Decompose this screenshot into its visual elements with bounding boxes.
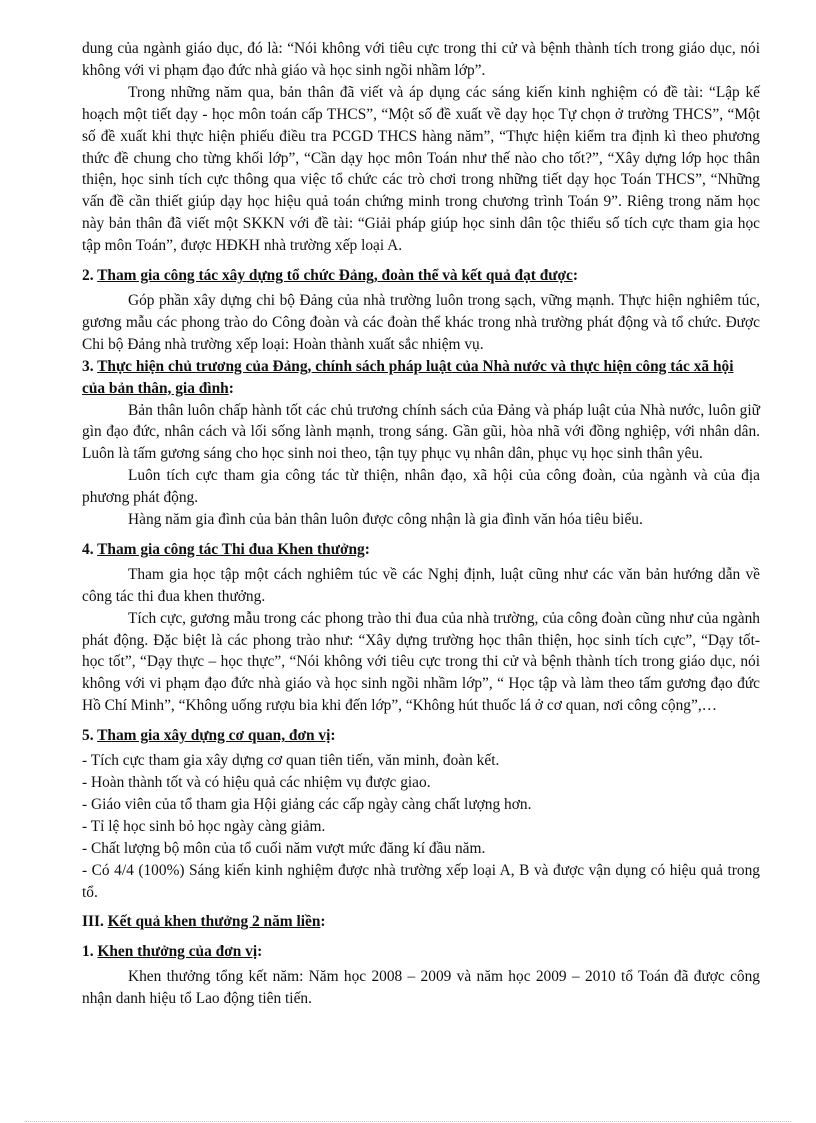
continuation-paragraph: dung của ngành giáo dục, đó là: “Nói không với tiêu cực trong thi cử và bệnh thành tích trong giáo dục, nói không với vi phạm đạo đức nhà giáo và học sinh ngồi nhầm lớp”. — [82, 40, 760, 79]
section-4-title: Tham gia công tác Thi đua Khen thưởng — [97, 540, 365, 558]
section-2-title: Tham gia công tác xây dựng tổ chức Đảng, đoàn thể và kết quả đạt được — [97, 267, 573, 285]
section-5-heading — [82, 725, 760, 747]
section-5-number: 5. — [82, 727, 98, 745]
list-item: - Chất lượng bộ môn của tổ cuối năm vượt mức đăng kí đầu năm. — [82, 839, 486, 857]
section-4-colon: : — [364, 540, 370, 558]
section-3-heading — [82, 356, 760, 400]
section-4-paragraph-1: Tham gia học tập một cách nghiêm túc về các Nghị định, luật cũng như các văn bản hướng dẫn về công tác thi đua khen thưởng. — [82, 565, 760, 605]
section-iii-title: Kết quả khen thưởng 2 năm liền — [107, 913, 321, 931]
list-item: - Tỉ lệ học sinh bỏ học ngày càng giảm. — [82, 817, 326, 835]
page-bottom-divider — [25, 1121, 791, 1122]
section-3-title: Thực hiện chủ trương của Đảng, chính sách pháp luật của Nhà nước và thực hiện công tác xã hội của bản thân, gia đình — [82, 357, 734, 397]
section-4-heading — [82, 539, 760, 561]
section-5-colon: : — [330, 727, 336, 745]
section-iii-heading — [82, 911, 760, 933]
section-4-paragraph-2: Tích cực, gương mẫu trong các phong trào thi đua của nhà trường, của công đoàn cũng như của ngành phát động. Đặc biệt là các phong trào như: “Xây dựng trường học thân thiện, học sinh tích cực”, “Dạy tốt- học tốt”, “Dạy thực – học thực”, “Nói không với tiêu cực trong thi cử và bệnh thành tích trong giáo dục, nói không với vi phạm đạo đức nhà giáo và học sinh ngồi nhầm lớp”, “ Học tập và làm theo tấm gương đạo đức Hồ Chí Minh”, “Không uống rượu bia khi đến lớp”, “Không hút thuốc lá ở cơ quan, nơi công cộng”,… — [82, 609, 760, 715]
section-iii-1-heading — [82, 941, 760, 963]
section-5-title: Tham gia xây dựng cơ quan, đơn vị — [97, 727, 331, 745]
section-iii-number: III. — [82, 913, 108, 931]
section-iii-1-number: 1. — [82, 943, 98, 961]
section-3-colon: : — [228, 379, 234, 397]
section-3-number: 3. — [82, 357, 98, 375]
list-item: - Giáo viên của tổ tham gia Hội giảng các cấp ngày càng chất lượng hơn. — [82, 795, 532, 813]
section-4-number: 4. — [82, 540, 98, 558]
list-item: - Hoàn thành tốt và có hiệu quả các nhiệm vụ được giao. — [82, 774, 431, 791]
list-item: - Tích cực tham gia xây dựng cơ quan tiên tiến, văn minh, đoàn kết. — [82, 752, 500, 770]
section-iii-colon: : — [320, 913, 326, 931]
section-2-number: 2. — [82, 267, 98, 285]
section-2-colon: : — [572, 267, 579, 285]
section-iii-1-paragraph: Khen thưởng tổng kết năm: Năm học 2008 – 2009 và năm học 2009 – 2010 tổ Toán đã được công nhận danh hiệu tổ Lao động tiên tiến. — [82, 968, 760, 1008]
section-3-paragraph-2: Luôn tích cực tham gia công tác từ thiện, nhân đạo, xã hội của công đoàn, của ngành và của địa phương phát động. — [82, 467, 760, 507]
section-3-paragraph-1: Bản thân luôn chấp hành tốt các chủ trương chính sách của Đảng và pháp luật của Nhà nước, luôn giữ gìn đạo đức, nhân cách và lối sống lành mạnh, trong sáng. Gần gũi, hòa nhã với đồng nghiệp, với nhân dân. Luôn là tấm gương sáng cho học sinh noi theo, tận tụy phục vụ nhân dân, phục vụ học sinh thân yêu. — [82, 401, 760, 463]
document-page — [82, 38, 760, 1010]
list-item: - Có 4/4 (100%) Sáng kiến kinh nghiệm được nhà trường xếp loại A, B và được vận dụng có hiệu quả trong tổ. — [82, 861, 760, 901]
section-iii-1-title: Khen thưởng của đơn vị — [97, 943, 258, 961]
section-3-paragraph-3: Hàng năm gia đình của bản thân luôn được công nhận là gia đình văn hóa tiêu biểu. — [128, 511, 643, 529]
section-iii-1-colon: : — [257, 943, 263, 961]
initiatives-paragraph: Trong những năm qua, bản thân đã viết và áp dụng các sáng kiến kinh nghiệm có đề tài: “Lập kế hoạch một tiết dạy - học môn toán cấp THCS”, “Một số đề xuất về dạy học Tự chọn ở trường THCS”, “Một số đề xuất khi thực hiện phiếu điều tra PCGD THCS hàng năm”, “Thực hiện kiểm tra định kì theo phương thức đề chung cho từng khối lớp”, “Cần dạy học môn Toán như thế nào cho tốt?”, “Xây dựng lớp học thân thiện, học sinh tích cực thông qua việc tổ chức các trò chơi trong những tiết dạy học Toán THCS”, “Những vấn đề cần thiết giúp dạy học hiệu quả toán chứng minh trong chương trình Toán 9”. Riêng trong năm học này bản thân đã viết một SKKN với đề tài: “Giải pháp giúp học sinh dân tộc thiểu số tích cực tham gia học tập môn Toán”, được HĐKH nhà trường xếp loại A. — [82, 83, 760, 255]
section-2-paragraph: Góp phần xây dựng chi bộ Đảng của nhà trường luôn trong sạch, vững mạnh. Thực hiện nghiêm túc, gương mẫu các phong trào do Công đoàn và các đoàn thể khác trong nhà trường phát động và tổ chức. Được Chi bộ Đảng nhà trường xếp loại: Hoàn thành xuất sắc nhiệm vụ. — [82, 291, 760, 353]
section-2-heading — [82, 265, 760, 287]
